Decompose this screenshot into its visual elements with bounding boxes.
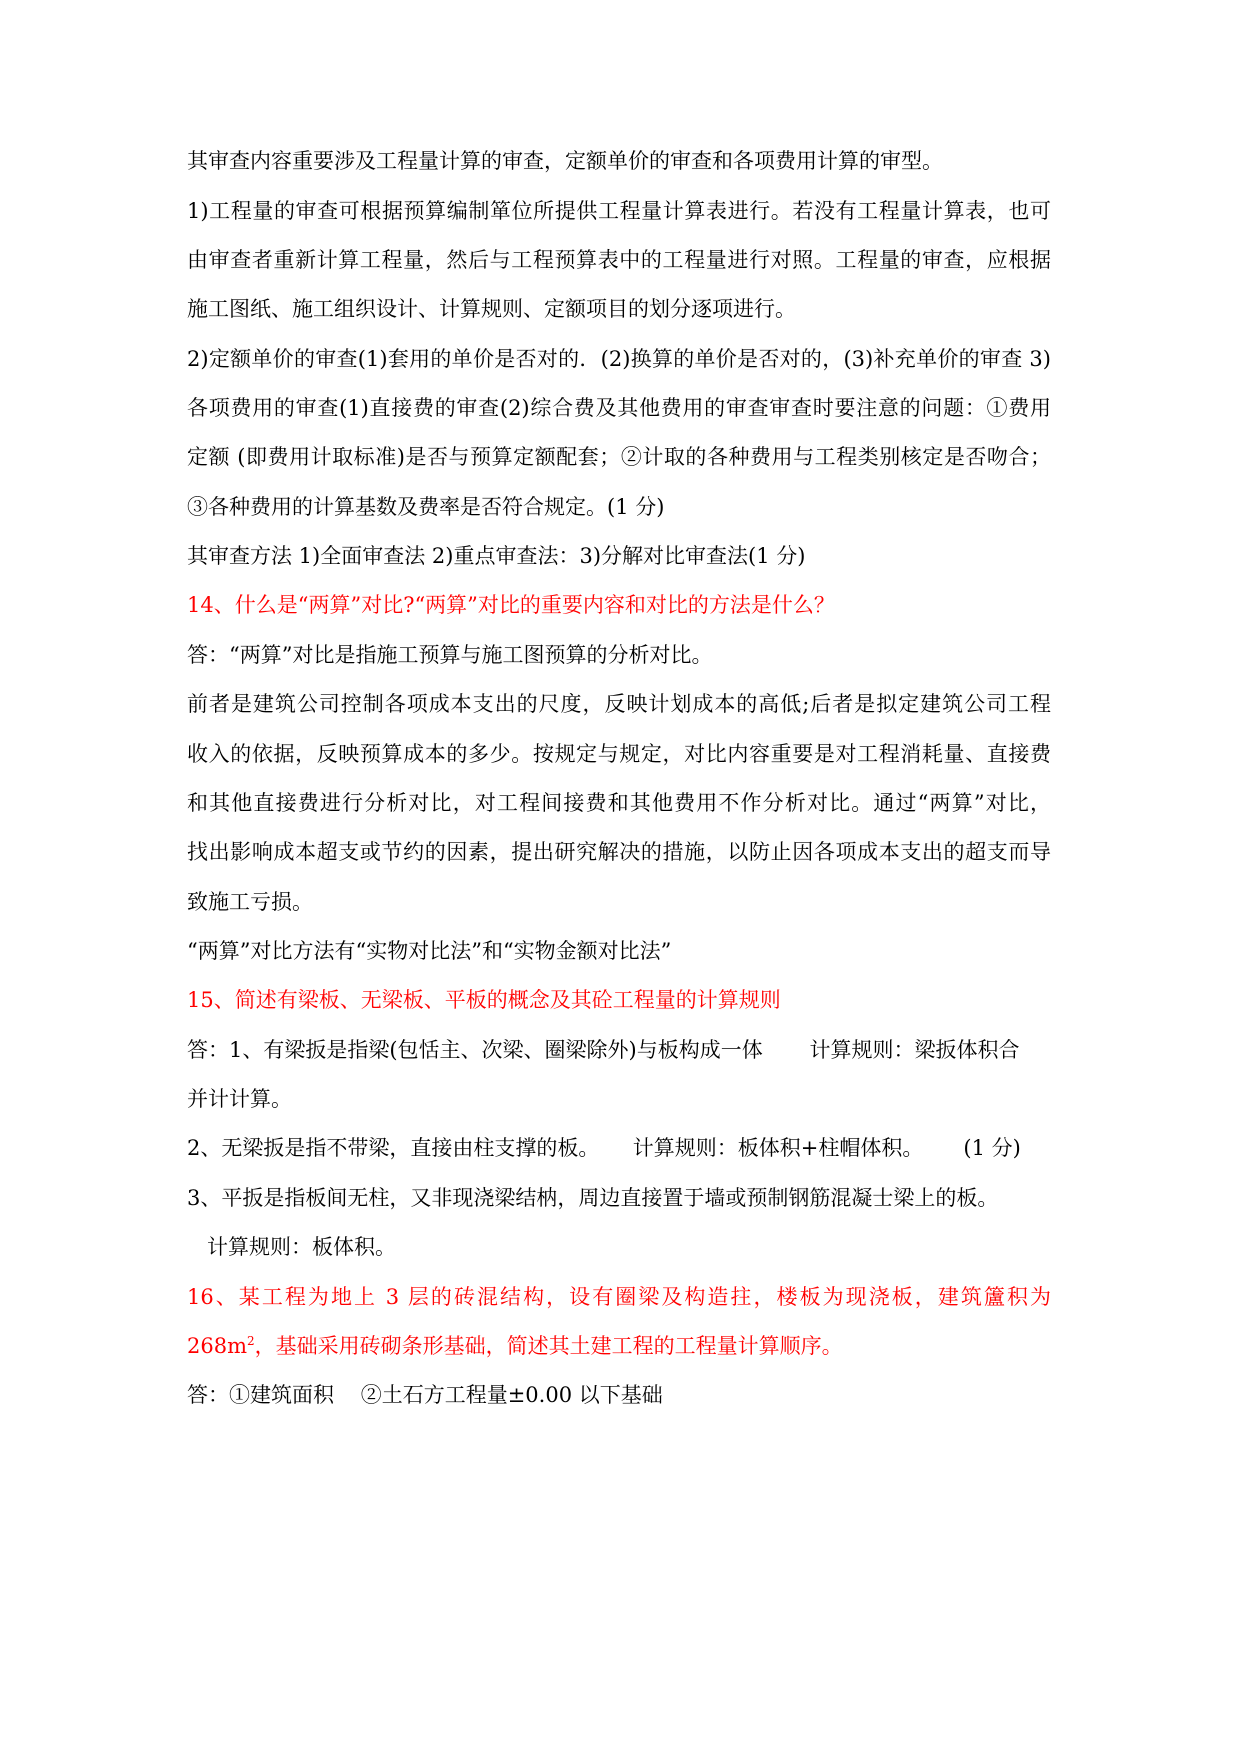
- paragraph-line: 施工图纸、施工组织设计、计算规则、定额项目的划分逐项进行。: [187, 297, 796, 321]
- answer-line: 答：①建筑面积 ②土石方工程量±0.00 以下基础: [187, 1383, 663, 1407]
- question-heading-15: 15、简述有梁板、无梁板、平板的概念及其砼工程量的计算规则: [187, 988, 781, 1012]
- question-heading-14: 14、什么是“两算”对比?“两算”对比的重要内容和对比的方法是什么？: [187, 593, 835, 617]
- area-value: 268m: [187, 1334, 247, 1358]
- question-heading-16-cont: [187, 1332, 843, 1360]
- paragraph-line: 找出影响成本超支或节约的因素，提出研究解决的措施，以防止因各项成本支出的超支而导: [187, 840, 1051, 864]
- paragraph-line: 各项费用的审查(1)直接费的审查(2)综合费及其他费用的审查审查时要注意的问题：①费用: [187, 396, 1051, 420]
- paragraph-line: “两算”对比方法有“实物对比法”和“实物金额对比法”: [187, 939, 672, 963]
- paragraph-line: 并计计算。: [187, 1087, 292, 1111]
- answer-line: 答：1、有梁扳是指梁(包恬主、次梁、圈梁除外)与板构成一体 计算规则：梁扳体积合: [187, 1038, 1020, 1062]
- paragraph-line: ③各种费用的计算基数及费率是否符合规定。(1 分): [187, 495, 665, 519]
- paragraph-line: 前者是建筑公司控制各项成本支出的尺度，反映计划成本的高低;后者是拟定建筑公司工程: [187, 692, 1051, 716]
- paragraph-line: 1)工程量的审查可根据预算编制箪位所提供工程量计算表进行。若没有工程量计算表，也可: [187, 199, 1051, 223]
- question-heading-16: 16、某工程为地上 3 层的砖混结构，设有圈梁及构造拄，楼板为现浇板，建筑籚积为: [187, 1285, 1051, 1309]
- superscript-2: 2: [247, 1334, 255, 1348]
- answer-line: 答：“两算”对比是指施工预算与施工图预算的分析对比。: [187, 643, 713, 667]
- paragraph-line: 2)定额单价的审查(1)套用的单价是否对的．(2)换算的单价是否对的，(3)补充单价的审查 3): [187, 347, 1051, 371]
- heading-rest: ，基础采用砖砌条形基础，简述其土建工程的工程量计算顺序。: [254, 1334, 843, 1358]
- paragraph-line: 收入的依据，反映预算成本的多少。按规定与规定，对比内容重要是对工程消耗量、直接费: [187, 742, 1051, 766]
- paragraph-line: 和其他直接费进行分析对比，对工程间接费和其他费用不作分析对比。通过“两算”对比，: [187, 791, 1051, 815]
- paragraph-line: 3、平扳是指板间无柱，又非现浇梁结枘，周边直接置于墙或预制钢筋混凝士梁上的板。: [187, 1186, 999, 1210]
- paragraph-line: 致施工亏损。: [187, 890, 313, 914]
- paragraph-line: 由审查者重新计算工程量，然后与工程预算表中的工程量进行对照。工程量的审查，应根据: [187, 248, 1051, 272]
- paragraph-line: 定额 (即费用计取标准)是否与预算定额配套；②计取的各种费用与工程类别核定是否吻合；: [187, 445, 1051, 469]
- paragraph-line: 2、无梁扳是指不带梁，直接由柱支撑的板。 计算规则：板体积+柱帽体积。 (1 分): [187, 1136, 1021, 1160]
- paragraph-line: 其审查方法 1)全面审查法 2)重点审查法：3)分解对比审查法(1 分): [187, 544, 806, 568]
- paragraph-line: 计算规则：板体积。: [187, 1235, 397, 1259]
- paragraph-line: 其审查内容重要涉及工程量计算的审查，定额单价的审查和各项费用计算的审型。: [187, 149, 943, 173]
